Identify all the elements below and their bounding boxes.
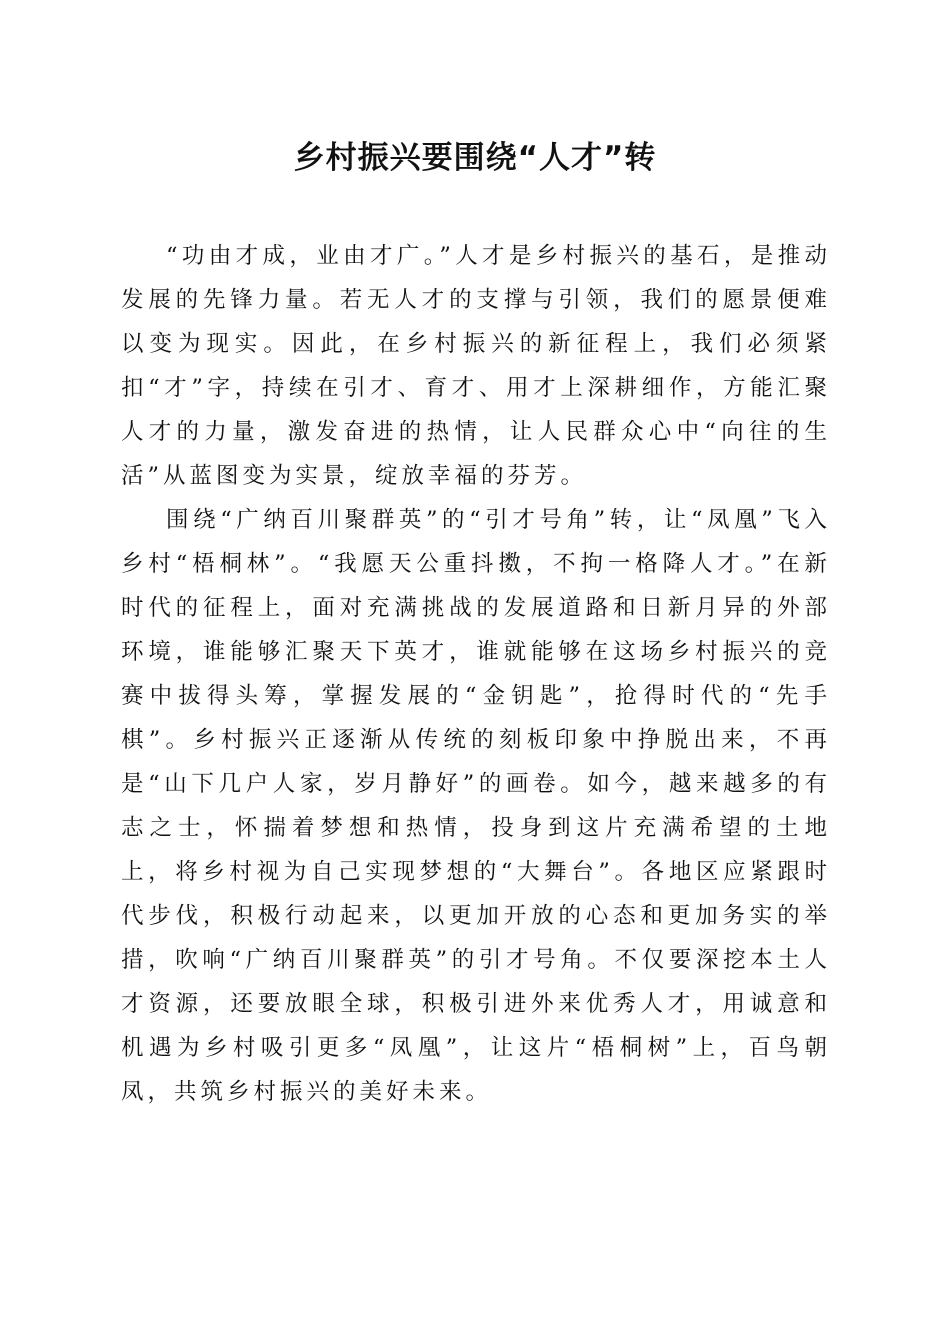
- body-paragraph: “功由才成，业由才广。”人才是乡村振兴的基石，是推动发展的先锋力量。若无人才的支撑与引领，我们的愿景便难以变为现实。因此，在乡村振兴的新征程上，我们必须紧扣“才”字，持续在引才、育才、用才上深耕细作，方能汇聚人才的力量，激发奋进的热情，让人民群众心中“向往的生活”从蓝图变为实景，绽放幸福的芬芳。: [121, 243, 831, 489]
- document-body: [121, 234, 831, 1114]
- body-paragraph: 围绕“广纳百川聚群英”的“引才号角”转，让“凤凰”飞入乡村“梧桐林”。“我愿天公重抖擞，不拘一格降人才。”在新时代的征程上，面对充满挑战的发展道路和日新月异的外部环境，谁能够汇聚天下英才，谁就能够在这场乡村振兴的竞赛中拔得头筹，掌握发展的“金钥匙”，抢得时代的“先手棋”。乡村振兴正逐渐从传统的刻板印象中挣脱出来，不再是“山下几户人家，岁月静好”的画卷。如今，越来越多的有志之士，怀揣着梦想和热情，投身到这片充满希望的土地上，将乡村视为自己实现梦想的“大舞台”。各地区应紧跟时代步伐，积极行动起来，以更加开放的心态和更加务实的举措，吹响“广纳百川聚群英”的引才号角。不仅要深挖本土人才资源，还要放眼全球，积极引进外来优秀人才，用诚意和机遇为乡村吸引更多“凤凰”，让这片“梧桐树”上，百鸟朝凤，共筑乡村振兴的美好未来。: [121, 507, 831, 1105]
- document-title: 乡村振兴要围绕“人才”转: [293, 140, 657, 176]
